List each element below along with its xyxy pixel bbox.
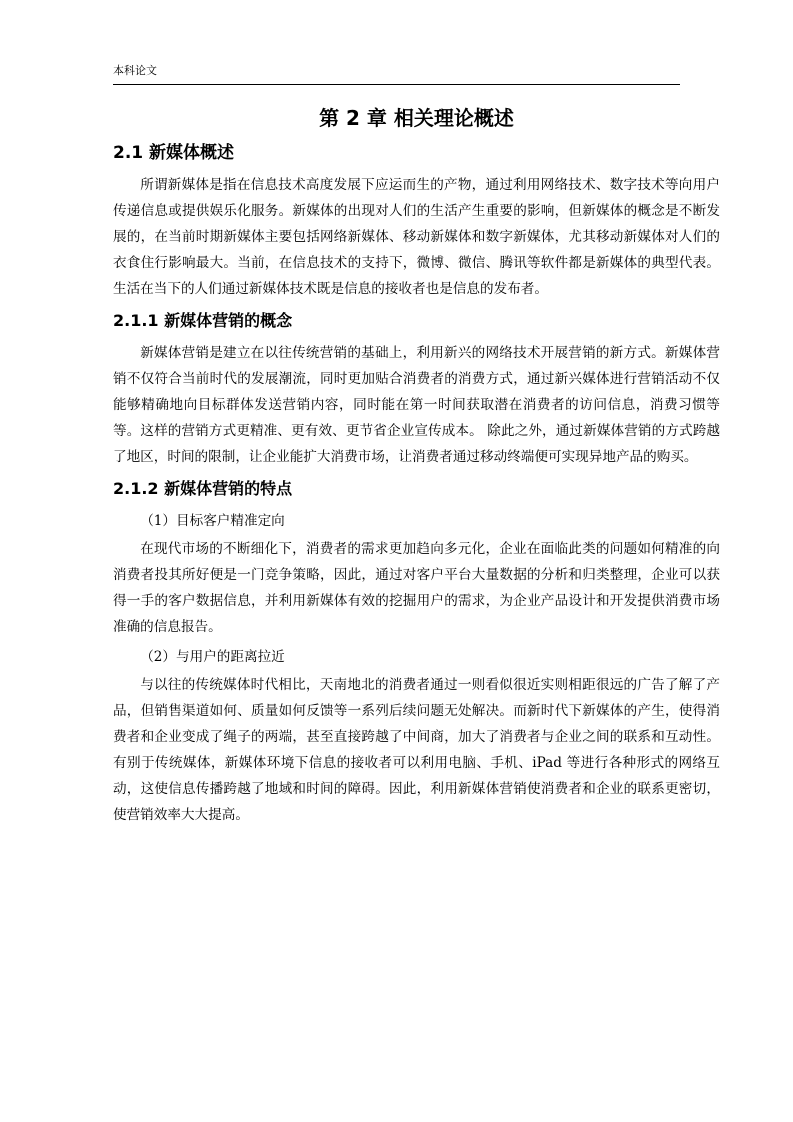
chapter-title: 第 2 章 相关理论概述 <box>319 106 514 130</box>
running-header: 本科论文 <box>113 64 157 77</box>
page-body <box>113 100 720 832</box>
section-heading-2-1: 2.1 新媒体概述 <box>113 143 235 163</box>
list-item-label-2: （2）与用户的距离拉近 <box>140 649 285 665</box>
list-item-paragraph-2: 与以往的传统媒体时代相比，天南地北的消费者通过一则看似很近实则相距很远的广告了解了产品，但销售渠道如何、质量如何反馈等一系列后续问题无处解决。而新时代下新媒体的产生，使得消费者和企业变成了绳子的两端，甚至直接跨越了中间商，加大了消费者与企业之间的联系和互动性。有别于传统媒体，新媒体环境下信息的接收者可以利用电脑、手机、iPad 等进行各种形式的网络互动，这使信息传播跨越了地域和时间的障碍。因此，利用新媒体营销使消费者和企业的联系更密切，使营销效率大大提高。 <box>113 677 720 823</box>
section-heading-2-1-1: 2.1.1 新媒体营销的概念 <box>113 311 293 330</box>
section-2-1-paragraph: 所谓新媒体是指在信息技术高度发展下应运而生的产物，通过利用网络技术、数字技术等向用户传递信息或提供娱乐化服务。新媒体的出现对人们的生活产生重要的影响，但新媒体的概念是不断发展的，在当前时期新媒体主要包括网络新媒体、移动新媒体和数字新媒体，尤其移动新媒体对人们的衣食住行影响最大。当前，在信息技术的支持下，微博、微信、腾讯等软件都是新媒体的典型代表。生活在当下的人们通过新媒体技术既是信息的接收者也是信息的发布者。 <box>113 177 720 297</box>
list-item-paragraph-1: 在现代市场的不断细化下，消费者的需求更加趋向多元化，企业在面临此类的问题如何精准的向消费者投其所好便是一门竞争策略，因此，通过对客户平台大量数据的分析和归类整理，企业可以获得一手的客户数据信息，并利用新媒体有效的挖掘用户的需求，为企业产品设计和开发提供消费市场准确的信息报告。 <box>113 541 720 635</box>
list-item-label-1: （1）目标客户精准定向 <box>140 513 285 529</box>
section-2-1-1-paragraph: 新媒体营销是建立在以往传统营销的基础上，利用新兴的网络技术开展营销的新方式。新媒体营销不仅符合当前时代的发展潮流，同时更加贴合消费者的消费方式，通过新兴媒体进行营销活动不仅能够精确地向目标群体发送营销内容，同时能在第一时间获取潜在消费者的访问信息，消费习惯等等。这样的营销方式更精准、更有效、更节省企业宣传成本。 除此之外，通过新媒体营销的方式跨越了地区，时间的限制，让企业能扩大消费市场，让消费者通过移动终端便可实现异地产品的购买。 <box>113 345 720 465</box>
header-divider <box>113 84 680 85</box>
section-heading-2-1-2: 2.1.2 新媒体营销的特点 <box>113 479 293 498</box>
